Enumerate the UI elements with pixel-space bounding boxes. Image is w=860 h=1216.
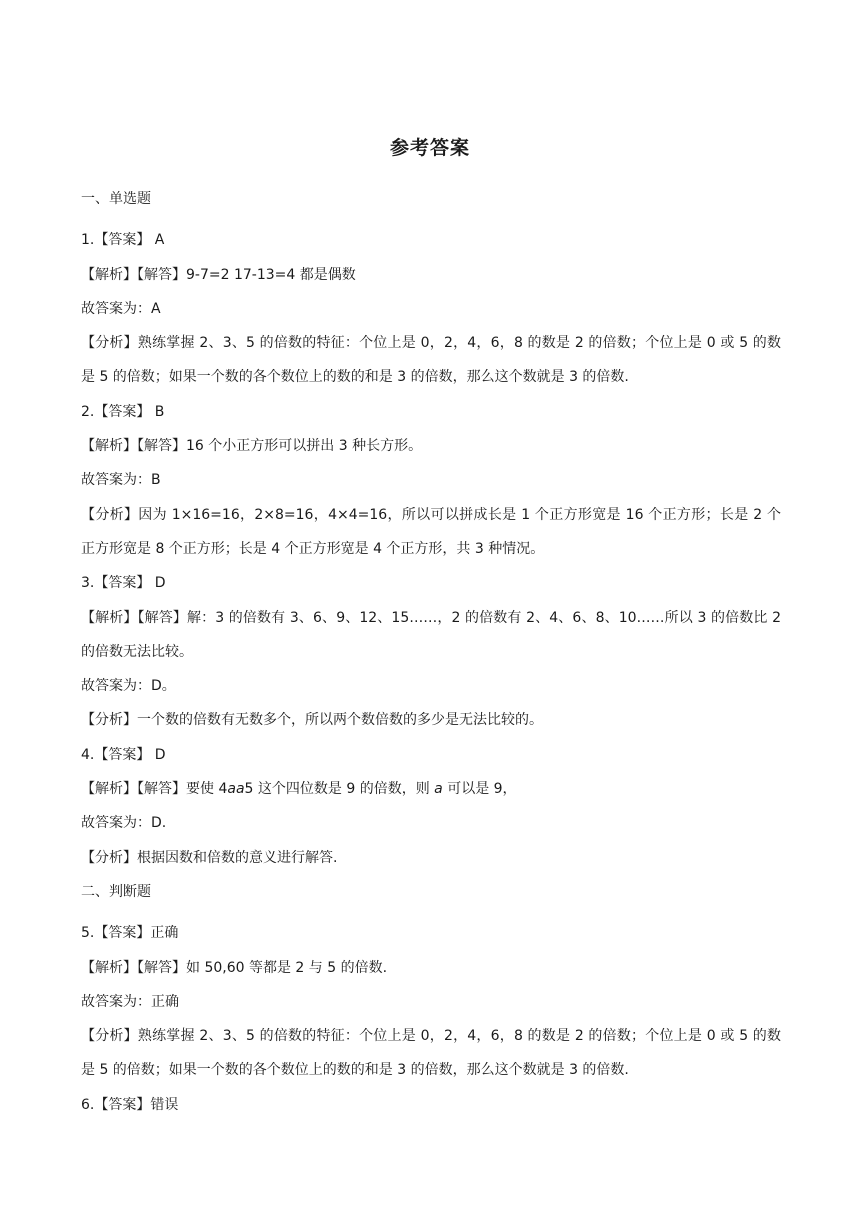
analysis-paragraph: 【分析】熟练掌握 2、3、5 的倍数的特征：个位上是 0，2，4，6，8 的数是 2 的倍数；个位上是 0 或 5 的数是 5 的倍数；如果一个数的各个数位上的数的和是 3 的倍数，那么这个数就是 3 的倍数. [81, 1028, 781, 1079]
question-4 [81, 738, 781, 875]
question-3 [81, 566, 781, 737]
answer-line: 6.【答案】错误 [81, 1096, 179, 1113]
explanation-line: 【解析】【解答】如 50,60 等都是 2 与 5 的倍数. [81, 959, 388, 976]
document-body [81, 182, 781, 1122]
answer-line: 5.【答案】正确 [81, 925, 179, 942]
analysis-line: 【分析】根据因数和倍数的意义进行解答. [81, 849, 338, 866]
page-title: 参考答案 [389, 137, 470, 159]
explanation-paragraph: 【解析】【解答】解：3 的倍数有 3、6、9、12、15……，2 的倍数有 2、4、6、8、10……所以 3 的倍数比 2 的倍数无法比较。 [81, 609, 781, 660]
question-2 [81, 395, 781, 566]
explanation-line: 【解析】【解答】16 个小正方形可以拼出 3 种长方形。 [81, 438, 423, 455]
question-5 [81, 916, 781, 1087]
conclusion-line: 故答案为：A [81, 300, 161, 317]
variable-a: a [434, 781, 443, 798]
explanation-text: 可以是 9， [442, 781, 517, 798]
conclusion-line: 故答案为：正确 [81, 993, 179, 1010]
explanation-text: 5 这个四位数是 9 的倍数，则 [244, 781, 435, 798]
section-heading-true-false: 二、判断题 [81, 883, 151, 900]
conclusion-line: 故答案为：D. [81, 815, 167, 832]
conclusion-line: 故答案为：B [81, 472, 161, 489]
explanation-line [81, 772, 781, 806]
answer-line: 2.【答案】 B [81, 403, 165, 420]
section-heading-single-choice: 一、单选题 [81, 191, 151, 207]
answer-line: 4.【答案】 D [81, 746, 166, 763]
explanation-line: 【解析】【解答】9-7=2 17-13=4 都是偶数 [81, 266, 356, 283]
analysis-line: 【分析】一个数的倍数有无数多个，所以两个数倍数的多少是无法比较的。 [81, 712, 543, 729]
conclusion-line: 故答案为：D。 [81, 678, 176, 695]
question-6 [81, 1088, 781, 1122]
analysis-paragraph: 【分析】因为 1×16=16，2×8=16，4×4=16，所以可以拼成长是 1 个正方形宽是 16 个正方形；长是 2 个正方形宽是 8 个正方形；长是 4 个正方形宽是 4 个正方形，共 3 种情况。 [81, 506, 781, 557]
question-1 [81, 223, 781, 394]
explanation-text: 【解析】【解答】要使 4 [81, 781, 228, 798]
variable-aa: aa [227, 781, 245, 798]
analysis-paragraph: 【分析】熟练掌握 2、3、5 的倍数的特征：个位上是 0，2，4，6，8 的数是 2 的倍数；个位上是 0 或 5 的数是 5 的倍数；如果一个数的各个数位上的数的和是 3 的倍数，那么这个数就是 3 的倍数. [81, 335, 781, 386]
answer-line: 3.【答案】 D [81, 575, 166, 592]
answer-line: 1.【答案】 A [81, 232, 165, 249]
